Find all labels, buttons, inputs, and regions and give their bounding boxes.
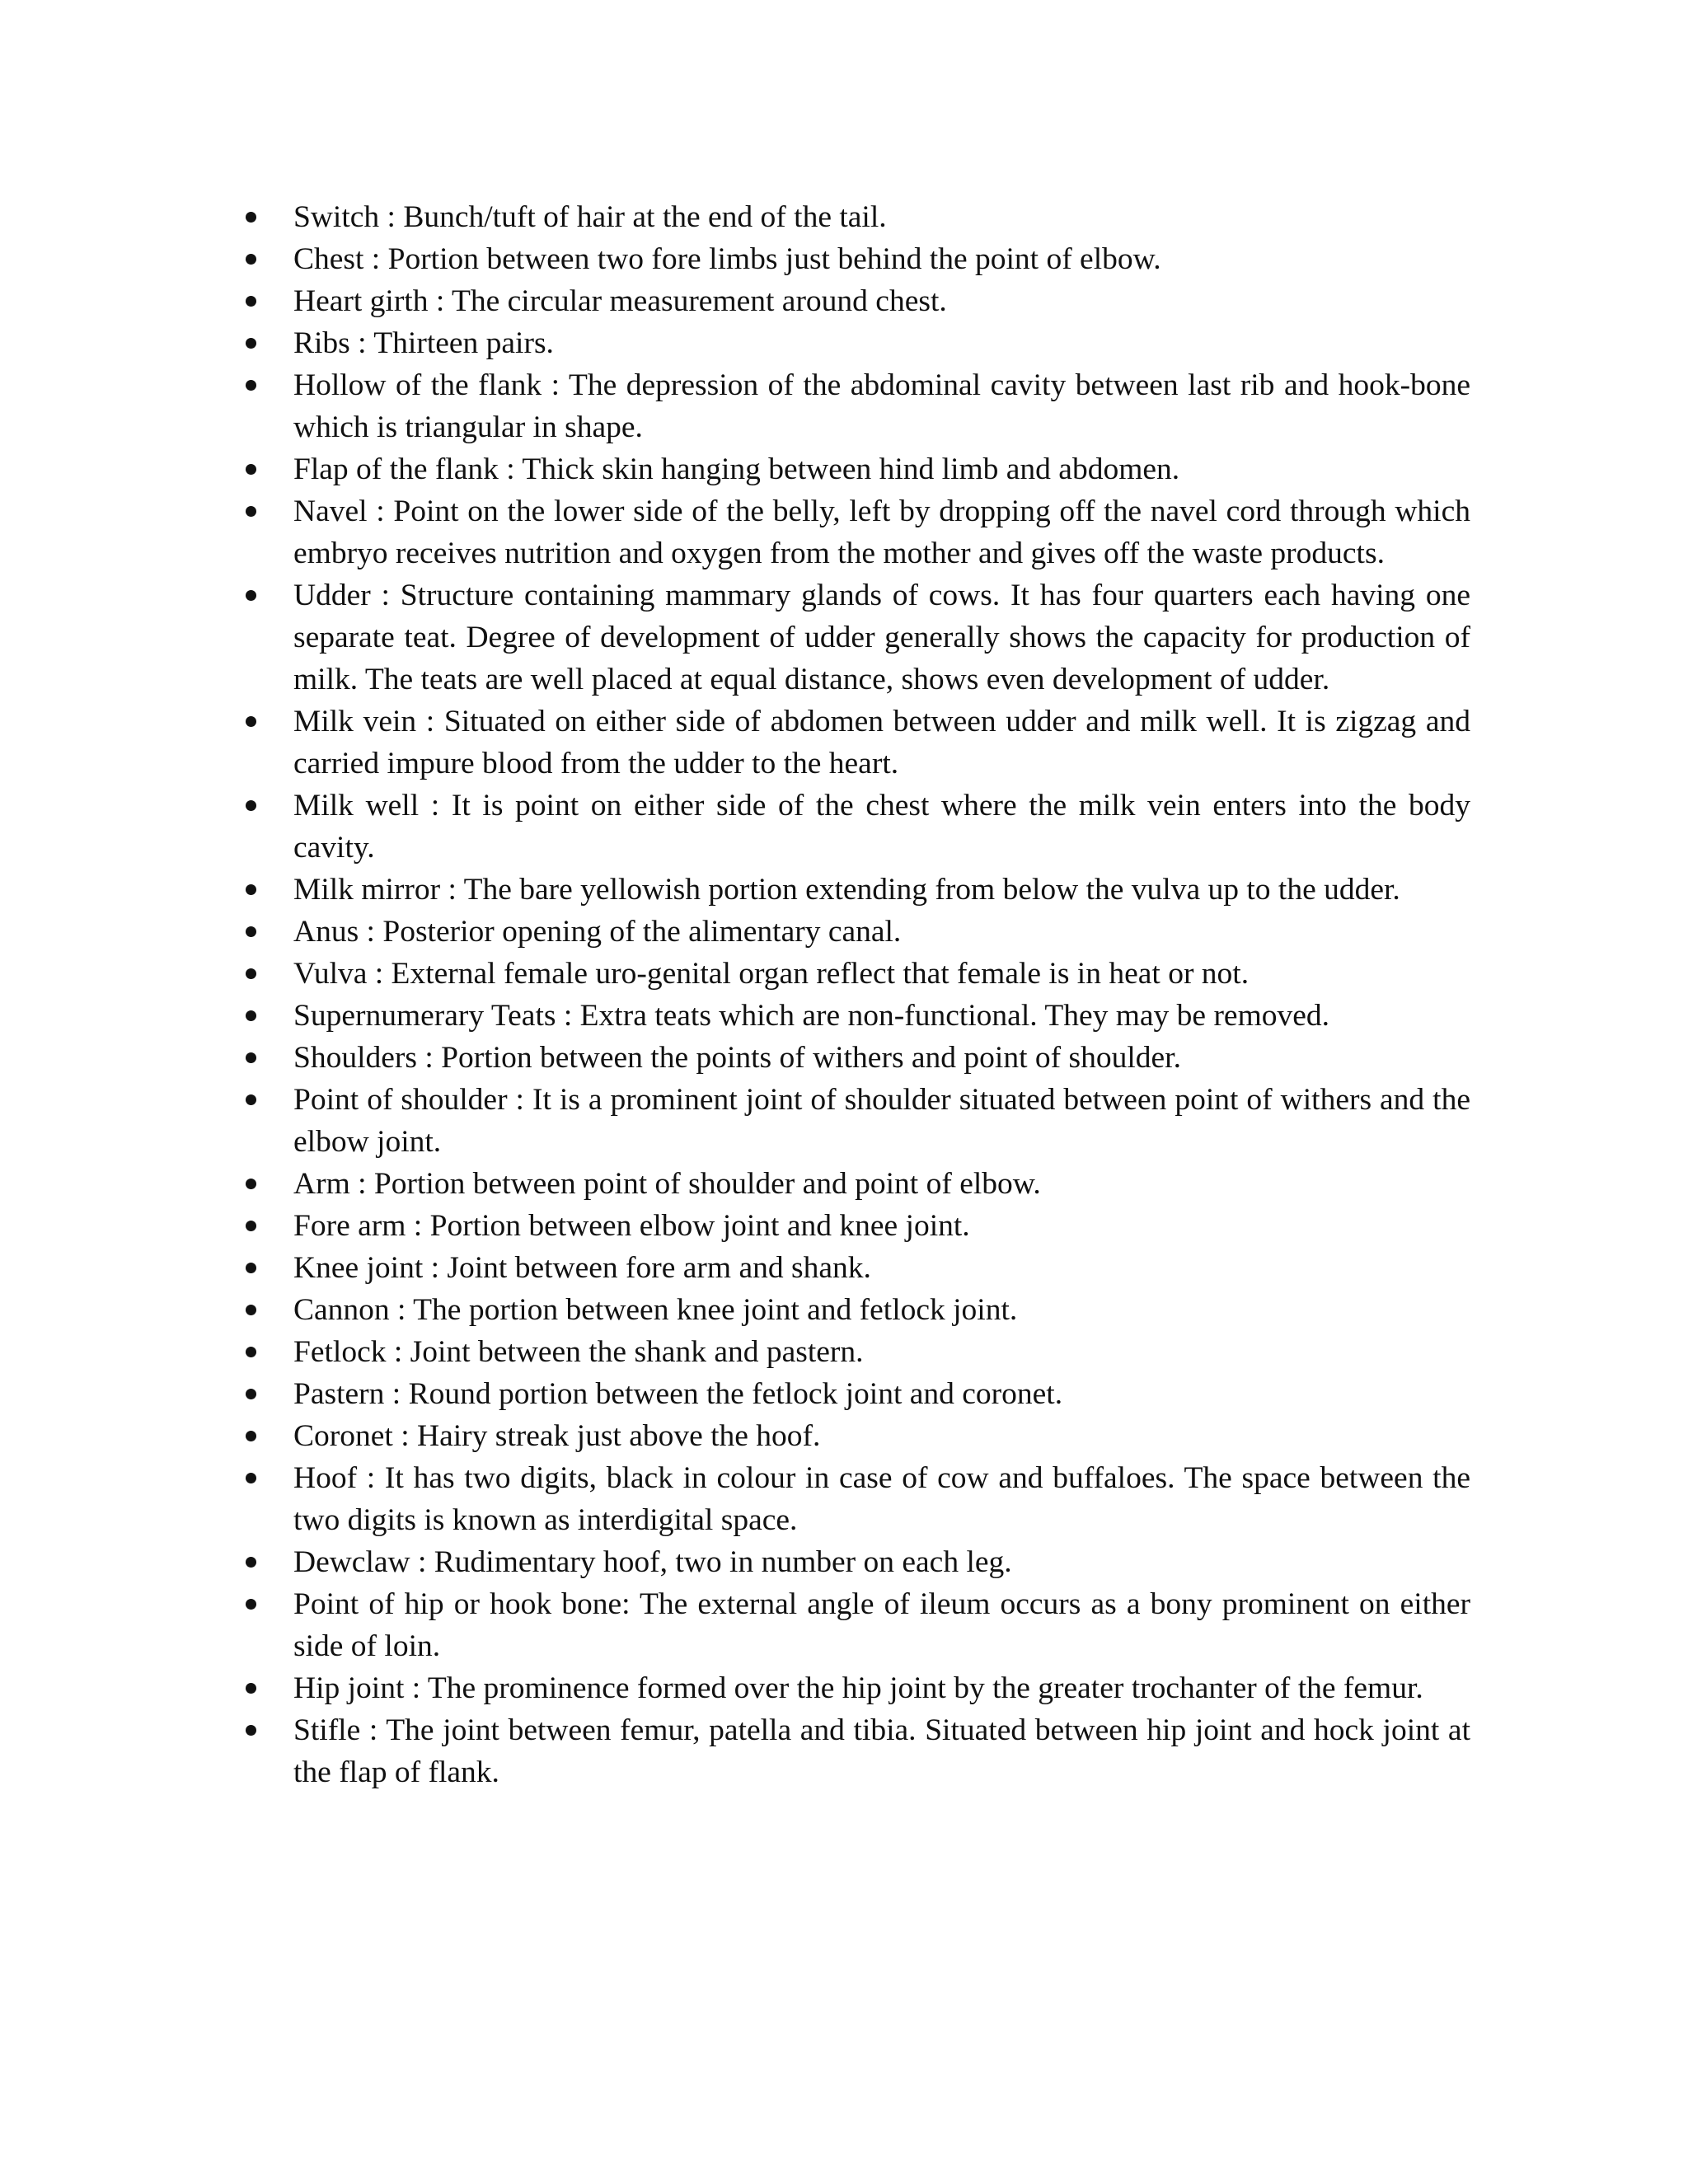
bullet-icon <box>246 1052 256 1063</box>
list-item-text: Hollow of the flank : The depression of the abdominal cavity between last rib and hook-bone which is triangular in shape. <box>293 368 1470 444</box>
list-item <box>246 1079 1470 1163</box>
list-item-text: Milk mirror : The bare yellowish portion extending from below the vulva up to the udder. <box>293 873 1400 907</box>
list-item <box>246 995 1470 1037</box>
list-item-text: Coronet : Hairy streak just above the hoof. <box>293 1419 821 1453</box>
bullet-icon <box>246 1431 256 1441</box>
bullet-icon <box>246 1263 256 1273</box>
list-item <box>246 1415 1470 1457</box>
list-item <box>246 1037 1470 1079</box>
bullet-icon <box>246 254 256 265</box>
bullet-icon <box>246 968 256 979</box>
bullet-icon <box>246 464 256 475</box>
list-item <box>246 238 1470 280</box>
bullet-icon <box>246 590 256 601</box>
list-item-text: Heart girth : The circular measurement around chest. <box>293 284 947 318</box>
list-item <box>246 1709 1470 1793</box>
list-item-text: Chest : Portion between two fore limbs just behind the point of elbow. <box>293 242 1161 276</box>
list-item <box>246 574 1470 701</box>
bullet-icon <box>246 338 256 349</box>
bullet-icon <box>246 1221 256 1231</box>
list-item <box>246 448 1470 490</box>
list-item <box>246 364 1470 448</box>
list-item-text: Milk vein : Situated on either side of abdomen between udder and milk well. It is zigzag and carried impure blood from the udder to the heart. <box>293 705 1470 780</box>
list-item <box>246 280 1470 322</box>
list-item <box>246 1247 1470 1289</box>
list-item-text: Switch : Bunch/tuft of hair at the end of the tail. <box>293 200 887 234</box>
list-item-text: Dewclaw : Rudimentary hoof, two in number on each leg. <box>293 1545 1012 1579</box>
list-item <box>246 785 1470 869</box>
list-item <box>246 1583 1470 1667</box>
list-item-text: Fore arm : Portion between elbow joint and knee joint. <box>293 1209 970 1243</box>
list-item-text: Stifle : The joint between femur, patella and tibia. Situated between hip joint and hock joint at the flap of flank. <box>293 1713 1470 1789</box>
list-item-text: Vulva : External female uro-genital organ reflect that female is in heat or not. <box>293 957 1250 991</box>
list-item-text: Supernumerary Teats : Extra teats which are non-functional. They may be removed. <box>293 999 1330 1033</box>
list-item-text: Milk well : It is point on either side of the chest where the milk vein enters into the body cavity. <box>293 789 1470 865</box>
list-item <box>246 911 1470 953</box>
list-item <box>246 1163 1470 1205</box>
list-item-text: Knee joint : Joint between fore arm and shank. <box>293 1251 871 1285</box>
list-item-text: Hip joint : The prominence formed over the hip joint by the greater trochanter of the femur. <box>293 1671 1423 1705</box>
bullet-icon <box>246 884 256 895</box>
bullet-icon <box>246 1305 256 1315</box>
list-item-text: Arm : Portion between point of shoulder and point of elbow. <box>293 1167 1041 1201</box>
list-item <box>246 490 1470 574</box>
bullet-icon <box>246 212 256 223</box>
list-item <box>246 1457 1470 1541</box>
bullet-icon <box>246 380 256 391</box>
list-item <box>246 1289 1470 1331</box>
bullet-icon <box>246 296 256 307</box>
list-item-text: Point of shoulder : It is a prominent joint of shoulder situated between point of withers and the elbow joint. <box>293 1083 1470 1159</box>
bullet-icon <box>246 1683 256 1694</box>
anatomy-term-list <box>246 196 1470 1793</box>
list-item <box>246 1667 1470 1709</box>
list-item-text: Flap of the flank : Thick skin hanging between hind limb and abdomen. <box>293 452 1180 486</box>
list-item-text: Ribs : Thirteen pairs. <box>293 326 554 360</box>
bullet-icon <box>246 1347 256 1357</box>
list-item <box>246 1331 1470 1373</box>
list-item <box>246 869 1470 911</box>
bullet-icon <box>246 1599 256 1610</box>
list-item <box>246 1373 1470 1415</box>
bullet-icon <box>246 1473 256 1483</box>
list-item <box>246 196 1470 238</box>
bullet-icon <box>246 1010 256 1021</box>
bullet-icon <box>246 926 256 937</box>
list-item <box>246 701 1470 785</box>
bullet-icon <box>246 1094 256 1105</box>
list-item-text: Hoof : It has two digits, black in colour in case of cow and buffaloes. The space between the two digits is known as interdigital space. <box>293 1461 1470 1537</box>
list-item-text: Udder : Structure containing mammary glands of cows. It has four quarters each having one separate teat. Degree of development of udder generally shows the capacity for production of milk. The teats are well placed at equal distance, shows even development of udder. <box>293 579 1470 696</box>
bullet-icon <box>246 800 256 811</box>
list-item-text: Cannon : The portion between knee joint and fetlock joint. <box>293 1293 1018 1327</box>
list-item-text: Anus : Posterior opening of the alimentary canal. <box>293 915 902 949</box>
list-item <box>246 1205 1470 1247</box>
list-item-text: Fetlock : Joint between the shank and pastern. <box>293 1335 864 1369</box>
list-item-text: Pastern : Round portion between the fetlock joint and coronet. <box>293 1377 1063 1411</box>
bullet-icon <box>246 506 256 517</box>
bullet-icon <box>246 1179 256 1189</box>
bullet-icon <box>246 1725 256 1736</box>
bullet-icon <box>246 1389 256 1399</box>
list-item-text: Navel : Point on the lower side of the belly, left by dropping off the navel cord through which embryo receives nutrition and oxygen from the mother and gives off the waste products. <box>293 494 1470 570</box>
list-item <box>246 953 1470 995</box>
bullet-icon <box>246 716 256 727</box>
list-item-text: Point of hip or hook bone: The external angle of ileum occurs as a bony prominent on either side of loin. <box>293 1587 1470 1663</box>
bullet-icon <box>246 1557 256 1568</box>
list-item-text: Shoulders : Portion between the points of withers and point of shoulder. <box>293 1041 1181 1075</box>
list-item <box>246 322 1470 364</box>
list-item <box>246 1541 1470 1583</box>
